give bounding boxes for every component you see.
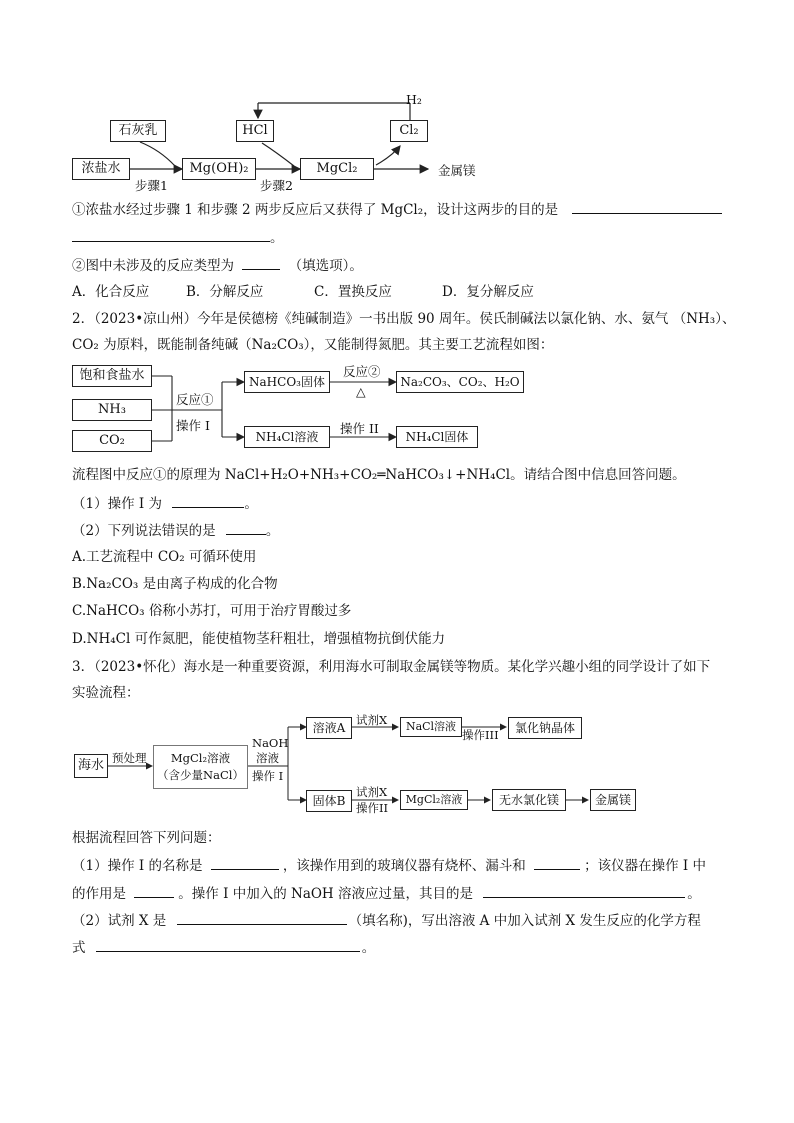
answer-blank[interactable] [96, 938, 360, 952]
metal-mg-box: 金属镁 [590, 789, 636, 811]
brine-box: 浓盐水 [72, 158, 130, 180]
anhydrous-mgcl2-box: 无水氯化镁 [492, 789, 566, 811]
q2-p1-end: 。 [244, 496, 258, 512]
nh3-box: NH₃ [72, 399, 152, 421]
solution-label: 溶液 [256, 751, 279, 765]
q3-p1-line2 [72, 884, 701, 903]
option-b: B．分解反应 [186, 284, 264, 300]
q1-sub1-text: ①浓盐水经过步骤 1 和步骤 2 两步反应后又获得了 MgCl₂，设计这两步的目的是 [72, 202, 559, 218]
reaction1-label: 反应① [176, 392, 214, 407]
mgcl2-box: MgCl₂ [300, 158, 374, 180]
q2-p2-text: （2）下列说法错误的是 [72, 523, 216, 539]
q1-sub2-text: ②图中未涉及的反应类型为 [72, 258, 234, 274]
mgcl2-solution-sub: （含少量NaCl） [157, 768, 244, 782]
operation2-label: 操作II [356, 801, 389, 815]
nh4cl-solid-box: NH₄Cl固体 [396, 426, 478, 448]
q2-p1-text: （1）操作 I 为 [72, 496, 163, 512]
cl2-box: Cl₂ [390, 120, 428, 142]
nacl-crystal-box: 氯化钠晶体 [508, 717, 582, 739]
co2-box: CO₂ [72, 430, 152, 452]
operation1-label: 操作 I [176, 418, 210, 433]
q3-p2a: （2）试剂 X 是 [72, 913, 167, 929]
q2-intro-1: 2．（2023•凉山州）今年是侯德榜《纯碱制造》一书出版 90 周年。侯氏制碱法以氯化钠、水、氨气 （NH₃）、 [72, 311, 736, 327]
answer-blank[interactable] [211, 856, 279, 870]
operation3-label: 操作III [462, 728, 499, 742]
operation2-label: 操作 II [340, 421, 379, 436]
answer-blank[interactable] [177, 911, 347, 925]
brine-box: 饱和食盐水 [72, 365, 152, 387]
q3-p1b: ，该操作用到的玻璃仪器有烧杯、漏斗和 [282, 858, 526, 874]
pretreat-label: 预处理 [112, 751, 147, 765]
q2-choice-a: A.工艺流程中 CO₂ 可循环使用 [72, 549, 257, 565]
mgcl2-solution-box-2: MgCl₂溶液 [400, 790, 468, 810]
nh4cl-solution-box: NH₄Cl溶液 [244, 426, 330, 448]
answer-blank[interactable] [134, 884, 174, 898]
naoh-label: NaOH [252, 736, 289, 750]
answer-blank[interactable] [534, 856, 580, 870]
mgoh2-box: Mg(OH)₂ [182, 158, 256, 180]
solid-b-box: 固体B [306, 790, 352, 812]
q3-p1-line1 [72, 856, 706, 875]
products-box: Na₂CO₃、CO₂、H₂O [396, 371, 524, 393]
mgcl2-solution-label: MgCl₂溶液 [170, 751, 231, 765]
nahco3-box: NaHCO₃固体 [244, 371, 330, 393]
step1-label: 步骤1 [135, 178, 168, 193]
q3-p2b: （填名称)，写出溶液 A 中加入试剂 X 发生反应的化学方程 [348, 913, 701, 929]
q3-intro-2: 实验流程： [72, 685, 140, 701]
q2-p2-end: 。 [265, 523, 280, 539]
metal-mg-label: 金属镁 [438, 163, 476, 178]
operation1-label: 操作 I [252, 769, 284, 783]
q1-sub1-end: 。 [270, 230, 284, 246]
q3-p1c: ；该仪器在操作 I 中 [584, 858, 707, 874]
q3-p2-line2 [72, 938, 375, 957]
reaction2-label: 反应② [343, 364, 381, 379]
q3-p1d: 的作用是 [72, 886, 126, 902]
q2-choice-b: B.Na₂CO₃ 是由离子构成的化合物 [72, 576, 278, 592]
seawater-box: 海水 [74, 754, 108, 778]
step2-label: 步骤2 [260, 178, 293, 193]
answer-blank[interactable] [483, 884, 685, 898]
q3-p2d: 。 [361, 940, 376, 956]
reagent-x-label-1: 试剂X [356, 713, 388, 727]
reagent-x-label-2: 试剂X [356, 785, 388, 799]
q3-p1a: （1）操作 I 的名称是 [72, 858, 203, 874]
q2-choice-c: C.NaHCO₃ 俗称小苏打，可用于治疗胃酸过多 [72, 603, 352, 619]
q3-ask: 根据流程回答下列问题： [72, 830, 221, 846]
q2-intro-2: CO₂ 为原料，既能制备纯碱（Na₂CO₃），又能制得氮肥。其主要工艺流程如图： [72, 337, 554, 353]
q2-choice-d: D.NH₄Cl 可作氮肥，能使植物茎秆粗壮，增强植物抗倒伏能力 [72, 631, 446, 647]
q3-p1e: 。操作 I 中加入的 NaOH 溶液应过量，其目的是 [178, 886, 473, 902]
q2-principle: 流程图中反应①的原理为 NaCl+H₂O+NH₃+CO₂═NaHCO₃↓+NH₄Cl。请结合图中信息回答问题。 [72, 467, 686, 483]
option-c: C．置换反应 [314, 284, 392, 300]
h2-label: H₂ [406, 92, 422, 107]
heat-symbol: △ [356, 384, 366, 399]
nacl-solution-box: NaCl溶液 [400, 717, 462, 737]
q3-p2c: 式 [72, 940, 86, 956]
q3-intro-1: 3．（2023•怀化）海水是一种重要资源，利用海水可制取金属镁等物质。某化学兴趣小组的同学设计了如下 [72, 659, 711, 675]
limewater-box: 石灰乳 [110, 120, 166, 142]
q1-sub2-tail: （填选项）。 [288, 258, 363, 274]
option-a: A．化合反应 [72, 284, 150, 300]
option-d: D．复分解反应 [442, 284, 534, 300]
solution-a-box: 溶液A [306, 717, 352, 739]
mgcl2-solution-box [153, 745, 248, 789]
q3-p1f: 。 [687, 886, 701, 902]
q3-p2-line1 [72, 911, 701, 930]
hcl-box: HCl [236, 120, 274, 142]
